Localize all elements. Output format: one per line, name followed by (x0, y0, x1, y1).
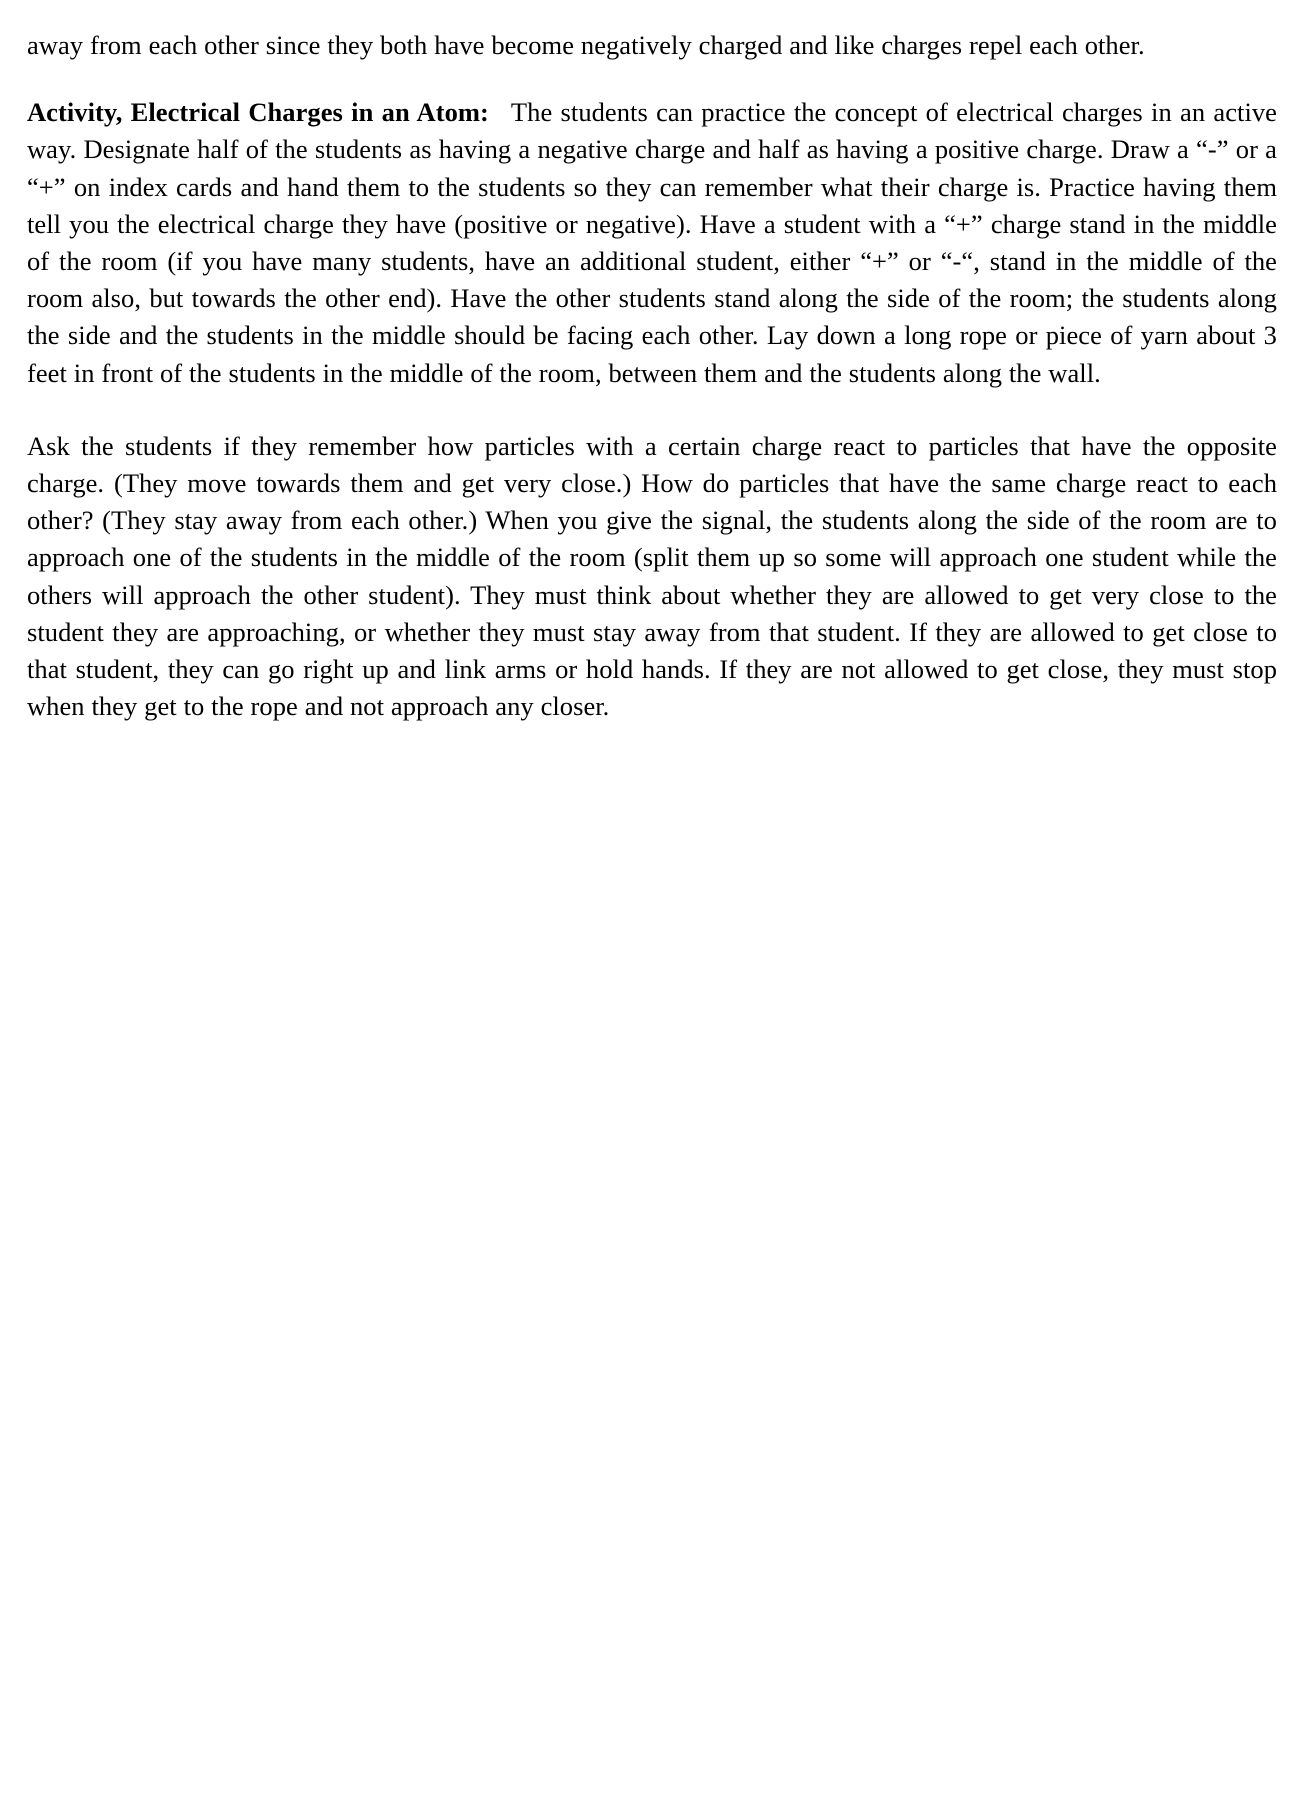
activity-run-in-heading: Activity, Electrical Charges in an Atom: (27, 97, 489, 128)
paragraph-activity (27, 94, 1277, 392)
paragraph-continued-opening: away from each other since they both have become negatively charged and like charges repel each other. (27, 30, 1145, 60)
document-text-body (27, 27, 1277, 725)
activity-paragraph-text: The students can practice the concept of electrical charges in an active way. Designate half of the students as having a negative charge and half as having a positive charge. Draw a “-” or a “+” on index cards and hand them to the students so they can remember what their charge is. Practice having them tell you the electrical charge they have (positive or negative). Have a student with a “+” charge stand in the middle of the room (if you have many students, have an additional student, either “+” or “-“, stand in the middle of the room also, but towards the other end). Have the other students stand along the side of the room; the students along the side and the students in the middle should be facing each other. Lay down a long rope or piece of yarn about 3 feet in front of the students in the middle of the room, between them and the students along the wall. (27, 97, 1277, 388)
paragraph-ask-students: Ask the students if they remember how particles with a certain charge react to particles that have the opposite charge. (They move towards them and get very close.) How do particles that have the same charge react to each other? (They stay away from each other.) When you give the signal, the students along the side of the room are to approach one of the students in the middle of the room (split them up so some will approach one student while the others will approach the other student). They must think about whether they are allowed to get very close to the student they are approaching, or whether they must stay away from that student. If they are allowed to get close to that student, they can go right up and link arms or hold hands. If they are not allowed to get close, they must stop when they get to the rope and not approach any closer. (27, 430, 1277, 722)
